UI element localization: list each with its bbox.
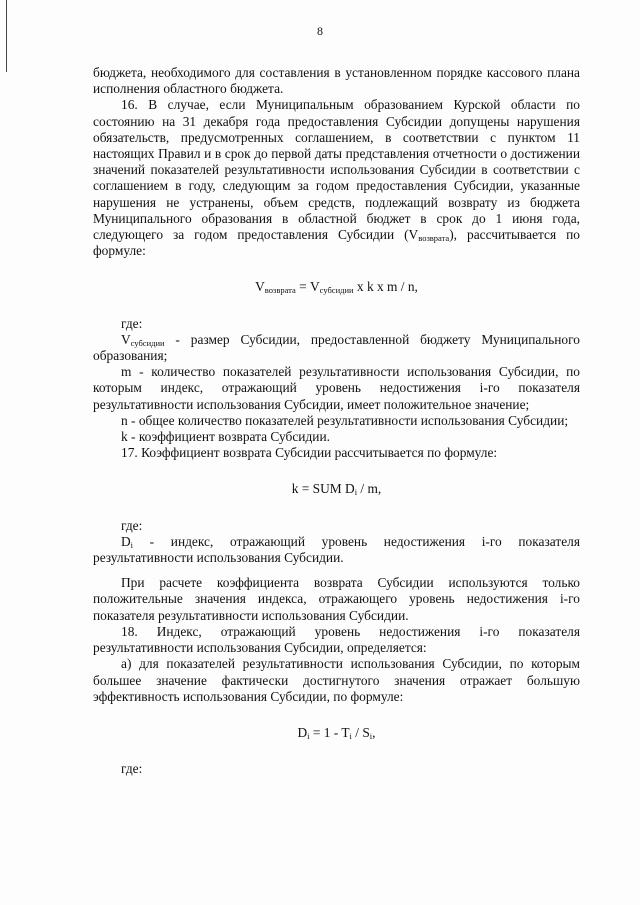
paragraph-continuation: бюджета, необходимого для составления в установленном порядке кассового плана исполнения областного бюджета. bbox=[93, 65, 580, 97]
paragraph-18: 18. Индекс, отражающий уровень недостижения i-го показателя результативности использования Субсидии, определяется: bbox=[93, 623, 580, 656]
document-body bbox=[93, 65, 580, 777]
definition-v-subsidy: $V_{субсидии}$ - размер Субсидии, предоставленной бюджету Муниципального образования; bbox=[93, 331, 580, 364]
definition-d: $D_i$ - индекс, отражающий уровень недостижения i-го показателя результативности использования Субсидии. bbox=[93, 533, 580, 566]
formula-return-volume: $V_{возврата} = V_{субсидии}$ x k x m / n, bbox=[255, 279, 418, 296]
formula-coefficient: k = SUM $D_i$ / m, bbox=[291, 481, 382, 498]
paragraph-18a: а) для показателей результативности использования Субсидии, по которым большее значение фактически достигнутого значения отражает большую эффективность использования Субсидии, по формуле: bbox=[93, 656, 580, 704]
paragraph-17: 17. Коэффициент возврата Субсидии рассчитывается по формуле: bbox=[121, 445, 498, 461]
paragraph-16: 16. В случае, если Муниципальным образованием Курской области по состоянию на 31 декабря года предоставления Субсидии допущены нарушения обязательств, предусмотренных соглашением, в соответствии с пунктом 11 настоящих Правил и в срок до первой даты представления отчетности о достижении значений показателей результативности использования Субсидии в соответствии с соглашением в году, следующим за годом предоставления Субсидии, указанные нарушения не устранены, объем средств, подлежащий возврату из бюджета Муниципального образования в областной бюджет в срок до 1 июня года, следующего за годом предоставления Субсидии $(V_{возврата})$, рассчитывается по формуле: bbox=[93, 97, 580, 259]
page-number: 8 bbox=[317, 24, 323, 38]
formula-index: $D_i = 1 - T_i / S_i$, bbox=[297, 724, 376, 741]
definition-m: m - количество показателей результативности использования Субсидии, по которым индекс, отражающий уровень недостижения i-го показателя результативности использования Субсидии, имеет положительное значение; bbox=[93, 364, 580, 412]
definition-k: k - коэффициент возврата Субсидии. bbox=[121, 429, 330, 445]
where-label: где: bbox=[121, 517, 143, 533]
paragraph-calculation-note: При расчете коэффициента возврата Субсидии используются только положительные значения индекса, отражающего уровень недостижения i-го показателя результативности использования Субсидии. bbox=[93, 575, 580, 623]
definition-n: n - общее количество показателей результативности использования Субсидии; bbox=[121, 412, 569, 428]
where-label: где: bbox=[121, 761, 143, 777]
where-label: где: bbox=[121, 315, 143, 331]
